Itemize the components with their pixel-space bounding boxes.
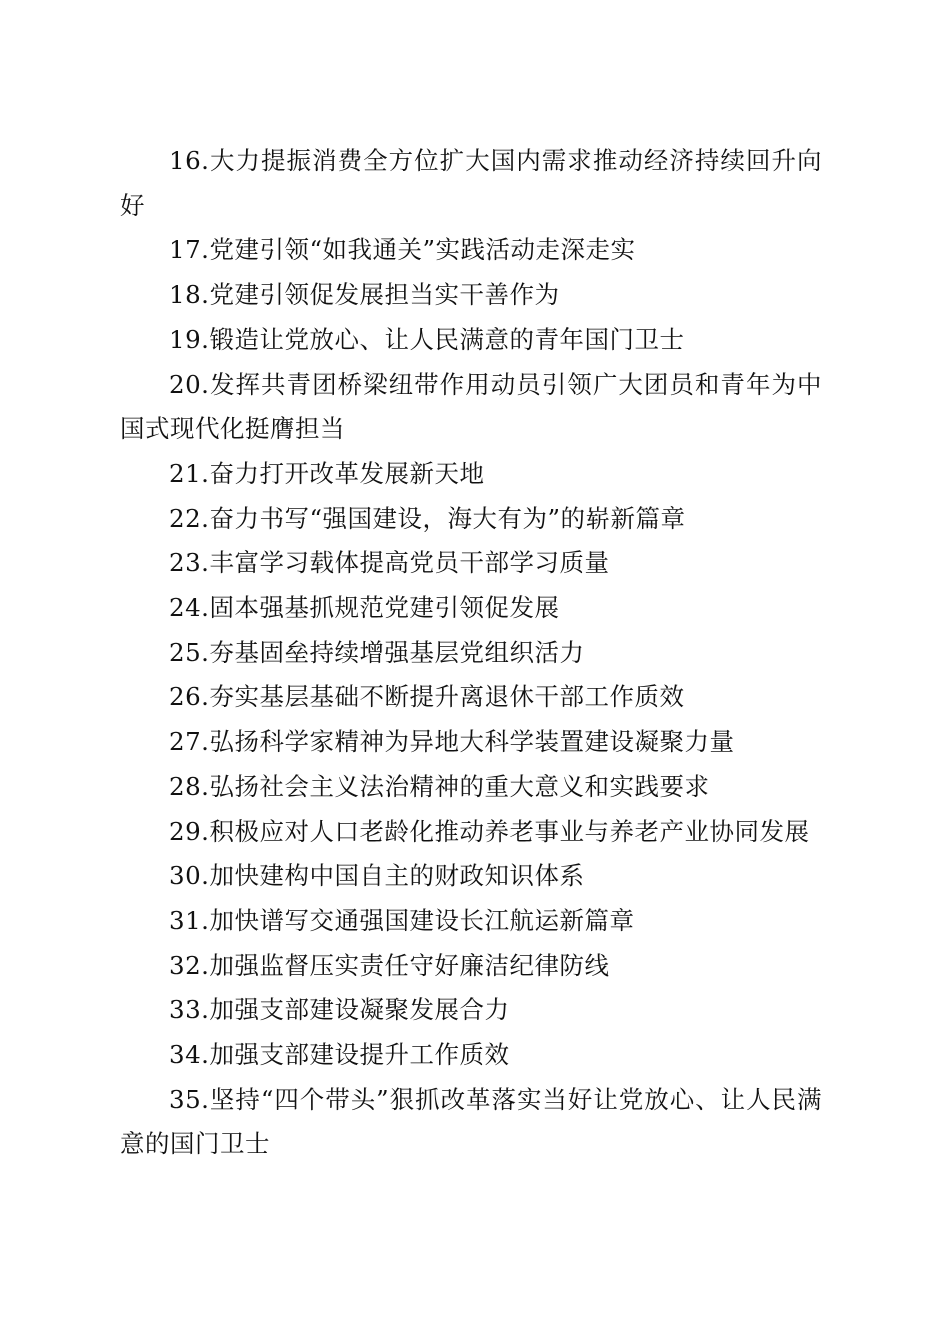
list-item: 22.奋力书写“强国建设，海大有为”的崭新篇章 — [169, 503, 686, 533]
list-item: 21.奋力打开改革发展新天地 — [169, 458, 485, 488]
list-item: 35.坚持“四个带头”狠抓改革落实当好让党放心、让人民满意的国门卫士 — [120, 1084, 822, 1159]
list-item: 26.夯实基层基础不断提升离退休干部工作质效 — [169, 682, 685, 712]
list-item: 23.丰富学习载体提高党员干部学习质量 — [169, 548, 610, 578]
list-item: 18.党建引领促发展担当实干善作为 — [169, 280, 560, 310]
list-item: 20.发挥共青团桥梁纽带作用动员引领广大团员和青年为中国式现代化挺膺担当 — [120, 369, 822, 444]
list-item: 33.加强支部建设凝聚发展合力 — [169, 995, 510, 1025]
list-item: 17.党建引领“如我通关”实践活动走深走实 — [169, 235, 636, 265]
list-item: 19.锻造让党放心、让人民满意的青年国门卫士 — [169, 324, 685, 354]
list-item: 31.加快谱写交通强国建设长江航运新篇章 — [169, 905, 635, 935]
list-item: 24.固本强基抓规范党建引领促发展 — [169, 593, 560, 623]
list-item: 27.弘扬科学家精神为异地大科学装置建设凝聚力量 — [169, 727, 735, 757]
list-item: 32.加强监督压实责任守好廉洁纪律防线 — [169, 950, 610, 980]
list-item: 25.夯基固垒持续增强基层党组织活力 — [169, 637, 585, 667]
list-item: 34.加强支部建设提升工作质效 — [169, 1040, 510, 1070]
list-item: 29.积极应对人口老龄化推动养老事业与养老产业协同发展 — [169, 816, 810, 846]
list-item: 16.大力提振消费全方位扩大国内需求推动经济持续回升向好 — [120, 146, 822, 220]
list-item: 30.加快建构中国自主的财政知识体系 — [169, 861, 585, 891]
list-item: 28.弘扬社会主义法治精神的重大意义和实践要求 — [169, 771, 710, 801]
document-body — [120, 139, 822, 1167]
